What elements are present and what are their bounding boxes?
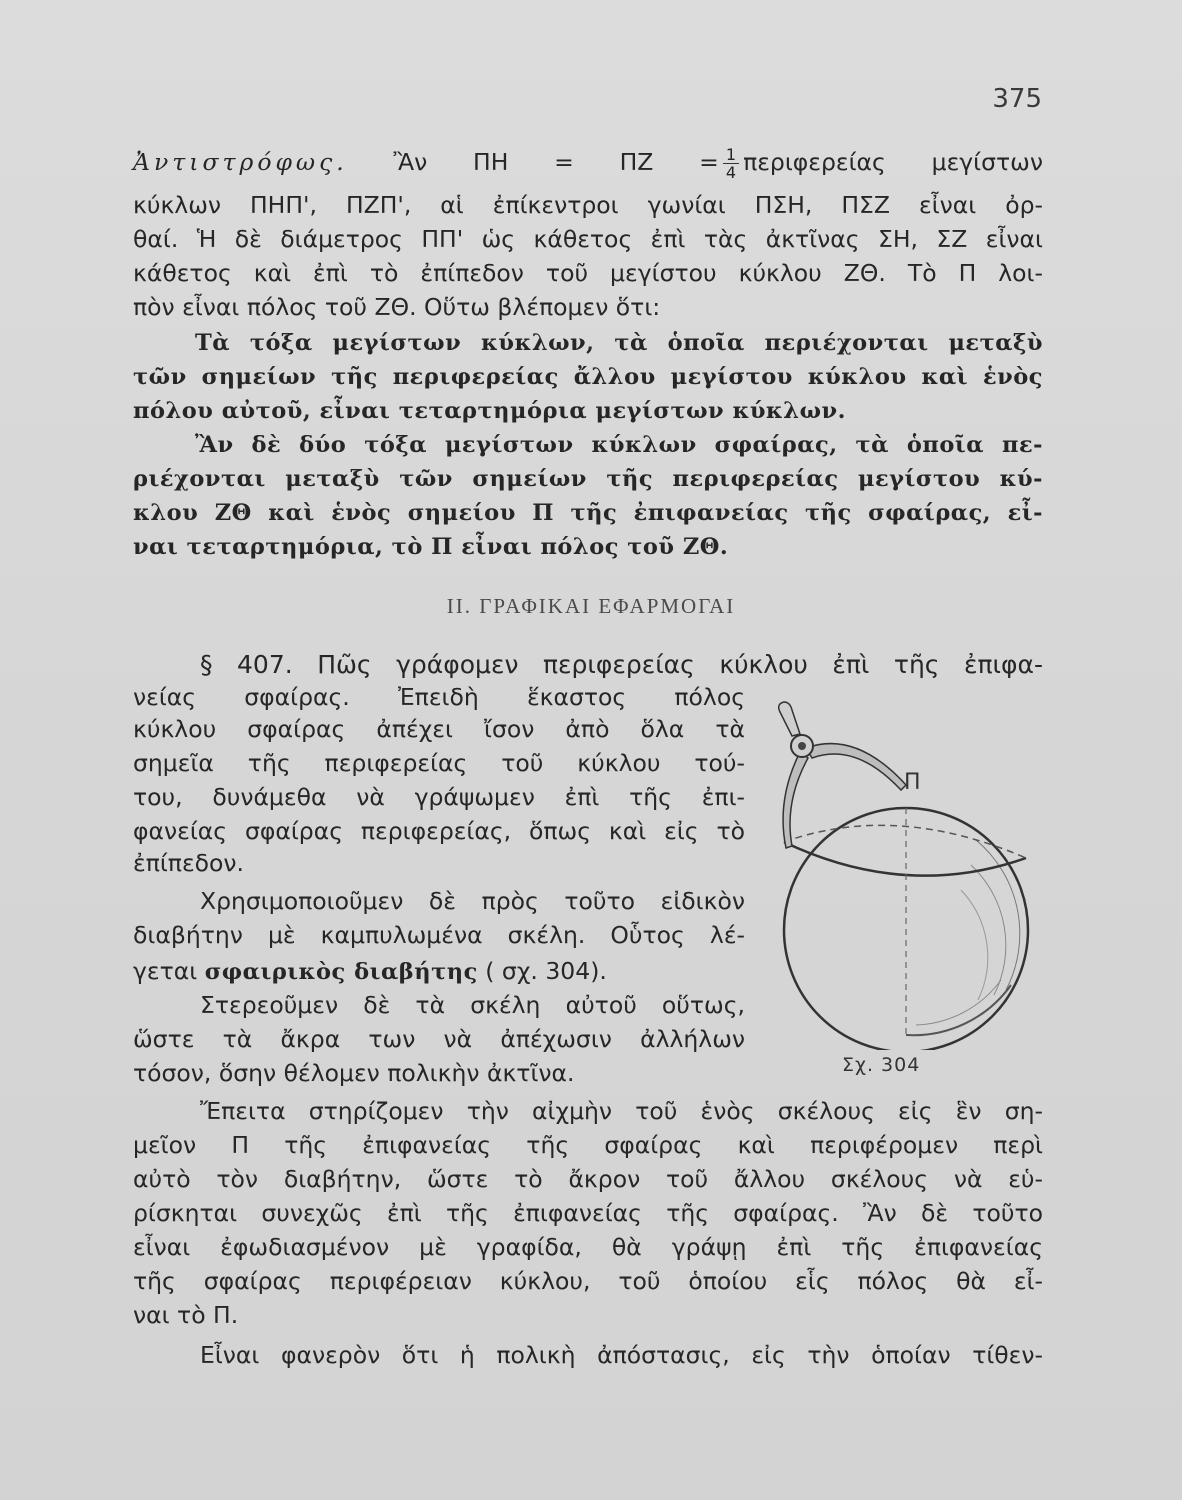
text-line: μεῖον Π τῆς ἐπιφανείας τῆς σφαίρας καὶ περιφέρομεν περὶ <box>133 1131 1043 1159</box>
italic-label: Ἀντιστρόφως. <box>133 148 348 176</box>
term-bold: σφαιρικὸς διαβήτης <box>204 959 478 985</box>
theorem-line: Ἂν δὲ δύο τόξα μεγίστων κύκλων σφαίρας, τὰ ὁποῖα πε- <box>195 432 1043 458</box>
text-line: Ἔπειτα στηρίζομεν τὴν αἰχμὴν τοῦ ἑνὸς σκέλους εἰς ἓν ση- <box>200 1097 1043 1125</box>
text-line: τόσον, ὅσην θέλομεν πολικὴν ἀκτῖνα. <box>133 1059 575 1087</box>
page-number: 375 <box>992 84 1042 114</box>
fraction <box>723 146 739 181</box>
text-line: του, δυνάμεθα νὰ γράψωμεν ἐπὶ τῆς ἐπι- <box>133 783 745 811</box>
figure-caption: Σχ. 304 <box>842 1054 921 1076</box>
text-line: ναι τὸ Π. <box>133 1301 239 1329</box>
section-heading: ΙΙ. ΓΡΑΦΙΚΑΙ ΕΦΑΡΜΟΓΑΙ <box>446 594 736 618</box>
fraction-numerator: 1 <box>723 146 739 164</box>
fraction-denominator: 4 <box>725 163 737 182</box>
theorem-line: κλου ΖΘ καὶ ἑνὸς σημείου Π τῆς ἐπιφανείας τῆς σφαίρας, εἶ- <box>133 500 1043 526</box>
text-line: Χρησιμοποιοῦμεν δὲ πρὸς τοῦτο εἰδικὸν <box>200 887 745 915</box>
theorem-line: ναι τεταρτημόρια, τὸ Π εἶναι πόλος τοῦ ΖΘ. <box>133 534 729 560</box>
section-title-line: § 407. Πῶς γράφομεν περιφερείας κύκλου ἐπὶ τῆς ἐπιφα- <box>200 650 1043 679</box>
text-line: τῆς σφαίρας περιφέρειαν κύκλου, τοῦ ὁποίου εἷς πόλος θὰ εἶ- <box>133 1267 1043 1295</box>
text-line: πὸν εἶναι πόλος τοῦ ΖΘ. Οὕτω βλέπομεν ὅτι: <box>133 293 661 321</box>
theorem-line: Τὰ τόξα μεγίστων κύκλων, τὰ ὁποῖα περιέχονται μεταξὺ <box>195 330 1043 356</box>
text-fragment: γεται <box>133 957 198 985</box>
text-line <box>133 146 1043 181</box>
text-line: νείας σφαίρας. Ἐπειδὴ ἕκαστος πόλος <box>133 683 745 711</box>
text-line: Στερεοῦμεν δὲ τὰ σκέλη αὐτοῦ οὕτως, <box>200 991 745 1019</box>
text-line: κάθετος καὶ ἐπὶ τὸ ἐπίπεδον τοῦ μεγίστου κύκλου ΖΘ. Τὸ Π λοι- <box>133 259 1043 287</box>
text-line: κύκλου σφαίρας ἀπέχει ἴσον ἀπὸ ὅλα τὰ <box>133 715 745 743</box>
text-fragment: περιφερείας μεγίστων <box>743 148 1043 176</box>
text-line: εἶναι ἐφωδιασμένον μὲ γραφίδα, θὰ γράψῃ ἐπὶ τῆς ἐπιφανείας <box>133 1233 1043 1261</box>
text-line: ἐπίπεδον. <box>133 849 245 877</box>
theorem-line: πόλου αὐτοῦ, εἶναι τεταρτημόρια μεγίστων κύκλων. <box>133 398 846 424</box>
text-line: κύκλων ΠΗΠ', ΠΖΠ', αἱ ἐπίκεντροι γωνίαι ΠΣΗ, ΠΣΖ εἶναι ὀρ- <box>133 191 1043 219</box>
compass-leg <box>783 752 808 848</box>
compass-leg <box>806 744 906 790</box>
text-line: Εἶναι φανερὸν ὅτι ἡ πολικὴ ἀπόστασις, εἰς τὴν ὁποίαν τίθεν- <box>200 1341 1043 1369</box>
pole-label: Π <box>904 770 921 795</box>
text-line: φανείας σφαίρας περιφερείας, ὅπως καὶ εἰς τὸ <box>133 817 745 845</box>
text-line: διαβήτην μὲ καμπυλωμένα σκέλη. Οὗτος λέ- <box>133 921 745 949</box>
text-fragment: Ἂν ΠΗ = ΠΖ = <box>393 148 719 176</box>
spherical-compass-figure <box>756 690 1056 1050</box>
text-line: ρίσκηται συνεχῶς ἐπὶ τῆς ἐπιφανείας τῆς σφαίρας. Ἂν δὲ τοῦτο <box>133 1199 1043 1227</box>
text-line <box>133 956 745 987</box>
text-line: ὥστε τὰ ἄκρα των νὰ ἀπέχωσιν ἀλλήλων <box>133 1025 745 1053</box>
text-line: αὐτὸ τὸν διαβήτην, ὥστε τὸ ἄκρον τοῦ ἄλλου σκέλους νὰ εὑ- <box>133 1165 1043 1193</box>
theorem-line: ριέχονται μεταξὺ τῶν σημείων τῆς περιφερείας μεγίστου κύ- <box>133 466 1043 492</box>
drawn-circle-front <box>784 842 1026 876</box>
text-line: θαί. Ἡ δὲ διάμετρος ΠΠ' ὡς κάθετος ἐπὶ τὰς ἀκτῖνας ΣΗ, ΣΖ εἶναι <box>133 225 1043 253</box>
theorem-line: τῶν σημείων τῆς περιφερείας ἄλλου μεγίστου κύκλου καὶ ἑνὸς <box>133 364 1043 390</box>
text-line: σημεῖα τῆς περιφερείας τοῦ κύκλου τού- <box>133 749 745 777</box>
text-fragment: ( σχ. 304). <box>485 957 607 985</box>
compass-handle <box>779 702 800 736</box>
